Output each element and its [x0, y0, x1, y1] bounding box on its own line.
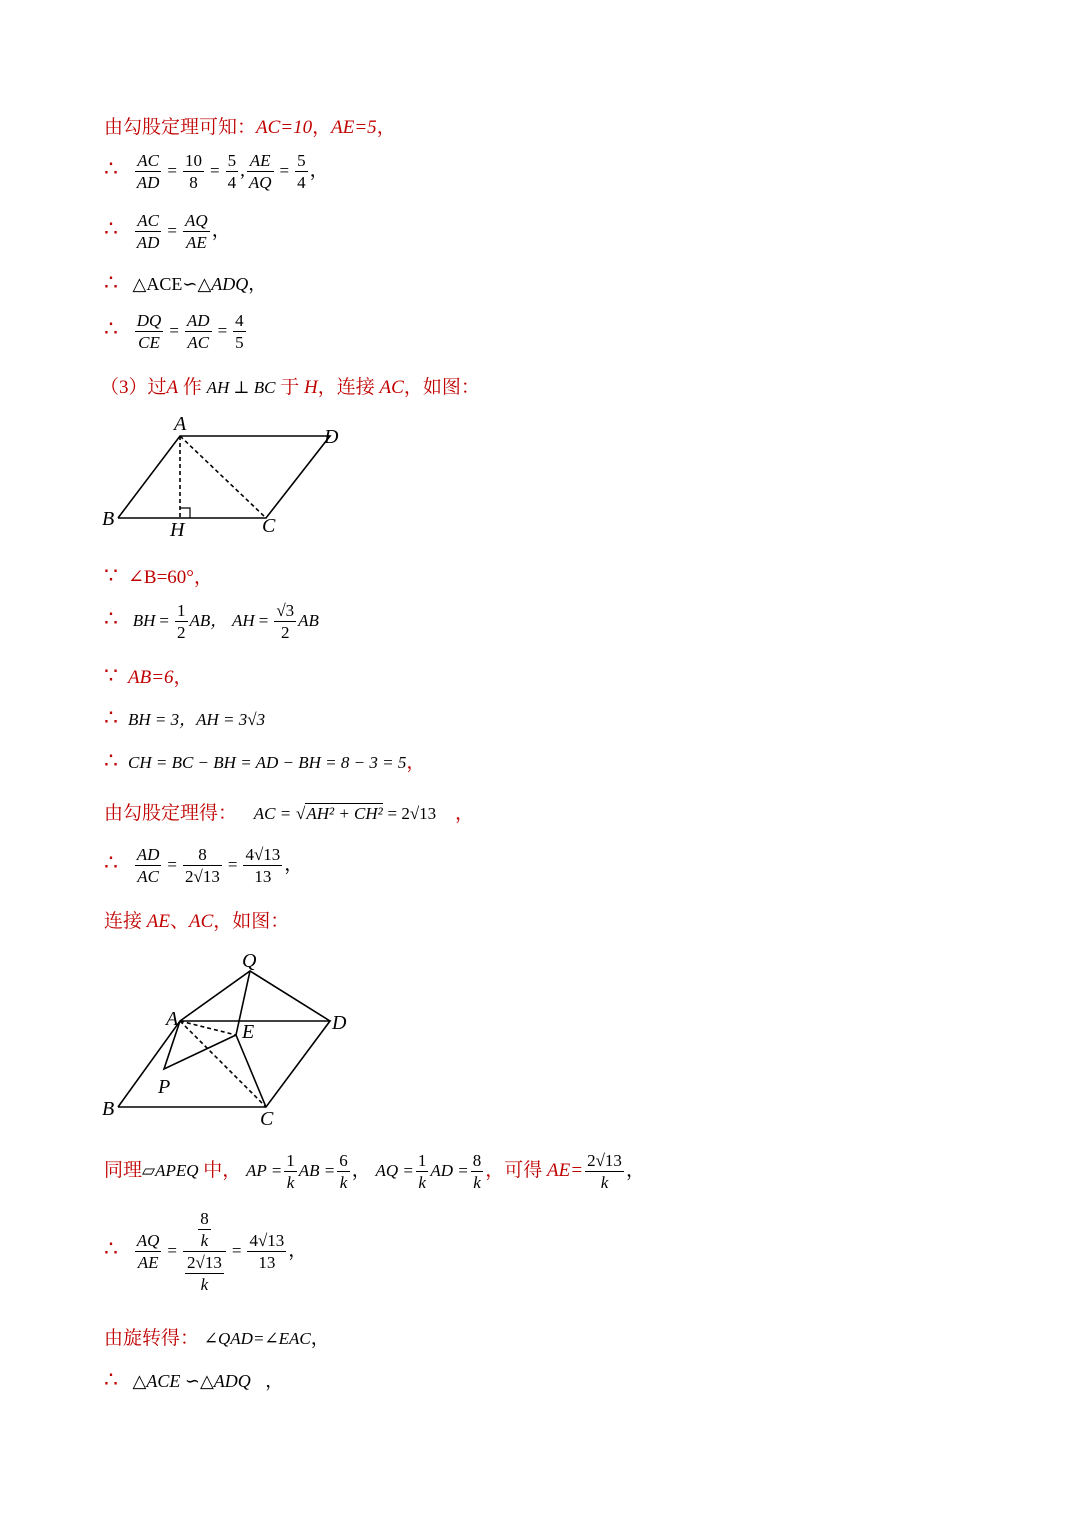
text: ，	[454, 803, 474, 824]
line-9	[104, 662, 193, 689]
line-11	[104, 747, 425, 774]
segment-label: AB =	[298, 1160, 336, 1180]
radicand: AH² + CH²	[306, 804, 383, 823]
text: ，如图：	[213, 911, 290, 932]
triangle-adq: △ADQ	[199, 1371, 251, 1391]
label-b: B	[102, 508, 115, 530]
label-d: D	[324, 426, 339, 448]
equals: =	[279, 160, 290, 180]
text: ，	[265, 1371, 284, 1391]
line-3	[104, 210, 231, 253]
therefore-symbol: ∴	[104, 315, 118, 341]
text: 由旋转得：	[104, 1328, 200, 1349]
segment-label: AQ =	[375, 1160, 414, 1180]
line-2	[104, 150, 329, 193]
equation: AE=5	[331, 117, 377, 138]
text: 作	[182, 377, 202, 398]
fraction: $\frac{√3}{2}$	[276, 601, 295, 642]
fraction: $\frac{AC}{AD}$	[136, 211, 160, 252]
fraction: $\frac{4√13}{13}$	[249, 1231, 285, 1272]
therefore-symbol: ∴	[104, 215, 118, 241]
equals: =	[217, 320, 228, 340]
triangle-adq: △ADQ	[197, 274, 249, 294]
fraction: $\frac{6}{k}$	[339, 1151, 348, 1192]
equals: =	[210, 160, 220, 180]
fraction: $\frac{1}{k}$	[417, 1151, 427, 1192]
segment-label: AC	[189, 911, 214, 932]
text: ，	[351, 1159, 371, 1181]
fraction: $\frac{10}{8}$	[185, 151, 203, 192]
line-12: 由勾股定理得： AC = √AH² + CH² = 2√13 ，	[104, 803, 474, 824]
therefore-symbol: ∴	[104, 705, 118, 730]
text: ，	[248, 274, 267, 294]
label-h: H	[170, 519, 185, 541]
segment-ec	[236, 1035, 266, 1107]
text: ，如图：	[403, 377, 480, 398]
label-d: D	[332, 1012, 347, 1034]
fraction: $\frac{AC}{AD}$	[136, 151, 160, 192]
angle-equation: ∠QAD=∠EAC	[203, 1329, 311, 1348]
segment-label: AB，	[189, 610, 228, 630]
line-8	[104, 600, 319, 643]
therefore-symbol: ∴	[104, 605, 118, 631]
angle-statement: ∠B=60°	[128, 567, 194, 588]
text: 由勾股定理可知：	[104, 117, 257, 138]
segment-label: AE	[146, 911, 170, 932]
parallelogram-figure-2	[96, 945, 366, 1135]
line-5	[104, 310, 248, 353]
fraction: $\frac{AQ}{AE}$	[185, 211, 208, 252]
text: （3）过	[100, 377, 167, 398]
therefore-symbol: ∴	[104, 748, 118, 773]
therefore-symbol: ∴	[104, 155, 118, 181]
equals: =	[231, 1240, 242, 1260]
text: 同理	[104, 1159, 143, 1181]
equation: CH = BC − BH = AD − BH = 8 − 3 = 5	[128, 753, 407, 772]
equals: =	[169, 320, 179, 340]
text: ，可得	[485, 1159, 543, 1181]
segment-label: AH	[232, 610, 255, 630]
line-7	[104, 562, 213, 589]
label-q: Q	[242, 950, 257, 972]
similar-symbol: ∽	[184, 1371, 200, 1391]
fraction: $\frac{4}{5}$	[235, 311, 244, 352]
equals: =	[258, 610, 269, 630]
segment-label: AC =	[253, 804, 292, 823]
text: ，	[312, 117, 332, 138]
result: = 2√13	[387, 804, 437, 823]
label-p: P	[158, 1076, 171, 1098]
text: 、	[169, 911, 189, 932]
text: ，连接	[317, 377, 375, 398]
text: ，	[284, 853, 304, 875]
dashed-ae	[180, 1021, 236, 1035]
text: 连接	[104, 911, 143, 932]
label-a: A	[166, 1008, 179, 1030]
fraction: $\frac{8}{2√13}$	[185, 845, 220, 886]
equals: =	[167, 1240, 178, 1260]
segments-aq-qd	[180, 971, 330, 1021]
label-c: C	[260, 1108, 274, 1130]
line-17	[104, 1323, 330, 1350]
text: ，	[376, 117, 396, 138]
text: 由勾股定理得：	[104, 803, 238, 824]
fraction: $\frac{5}{4}$	[227, 151, 237, 192]
line-15	[104, 1150, 645, 1193]
because-symbol: ∵	[104, 663, 118, 688]
line-18	[104, 1367, 283, 1393]
therefore-symbol: ∴	[104, 849, 118, 875]
text: ，	[288, 1239, 308, 1261]
parallelogram-abcd	[118, 436, 330, 518]
text: ，	[309, 159, 329, 181]
line-10	[104, 705, 265, 731]
label-a: A	[174, 413, 187, 435]
segment-label: AB	[298, 610, 319, 630]
text: 于	[280, 377, 300, 398]
parallelogram-abcd	[118, 1021, 330, 1107]
equation: AB=6	[128, 667, 174, 688]
text: ，	[211, 219, 231, 241]
because-symbol: ∵	[104, 563, 118, 588]
parallelogram-label: ▱APEQ	[142, 1160, 199, 1180]
complex-fraction: $\frac{\frac{8}{k}}{\frac{2√13}{k}}$	[183, 1208, 226, 1295]
therefore-symbol: ∴	[104, 1235, 118, 1261]
fraction: $\frac{4√13}{13}$	[245, 845, 281, 886]
line-16	[104, 1208, 307, 1295]
label-b: B	[102, 1098, 115, 1120]
equation: BH = 3，AH = 3√3	[128, 710, 266, 729]
fraction: $\frac{8}{k}$	[472, 1151, 482, 1192]
label-e: E	[242, 1021, 255, 1043]
fraction: $\frac{AD}{AC}$	[186, 311, 210, 352]
line-14	[104, 906, 289, 933]
equals: =	[227, 854, 238, 874]
segment-label: AD =	[430, 1160, 469, 1180]
fraction: $\frac{1}{k}$	[286, 1151, 295, 1192]
text: ，	[193, 567, 213, 588]
triangle-ace: △ACE	[132, 1371, 181, 1391]
comma: ,	[240, 159, 245, 181]
segment-label: AP =	[246, 1160, 283, 1180]
equals: =	[167, 160, 178, 180]
therefore-symbol: ∴	[104, 1367, 118, 1392]
fraction: $\frac{AD}{AC}$	[136, 845, 160, 886]
equals: =	[167, 220, 178, 240]
point-label: A	[166, 377, 179, 398]
text: ，	[310, 1328, 330, 1349]
label-c: C	[262, 515, 276, 537]
text: ，	[625, 1159, 645, 1181]
fraction: $\frac{AQ}{AE}$	[136, 1231, 160, 1272]
therefore-symbol: ∴	[104, 270, 118, 295]
line-13	[104, 844, 303, 887]
diagonal-ac	[180, 436, 266, 518]
segment-label: BH	[132, 610, 156, 630]
point-label: H	[304, 377, 318, 398]
similar-symbol: ∽	[182, 274, 198, 294]
equation: AC=10	[256, 117, 313, 138]
equals: =	[167, 854, 178, 874]
right-angle-mark	[180, 508, 190, 518]
fraction: $\frac{5}{4}$	[297, 151, 306, 192]
fraction: $\frac{1}{2}$	[177, 601, 186, 642]
segment-label: AC	[379, 377, 404, 398]
parallelogram-figure-1	[96, 410, 356, 545]
fraction: $\frac{AE}{AQ}$	[248, 151, 272, 192]
fraction: $\frac{2√13}{k}$	[587, 1151, 622, 1192]
perpendicular-expression: AH ⊥ BC	[206, 378, 276, 397]
line-4	[104, 270, 266, 296]
segment-label: AE=	[547, 1159, 584, 1181]
text: ，	[406, 752, 426, 773]
triangle-ace: △ACE	[132, 274, 183, 294]
line-6	[100, 372, 480, 399]
line-1	[104, 112, 396, 139]
text: 中，	[203, 1159, 242, 1181]
fraction: $\frac{DQ}{CE}$	[136, 311, 162, 352]
text: ，	[173, 667, 193, 688]
equals: =	[159, 610, 170, 630]
